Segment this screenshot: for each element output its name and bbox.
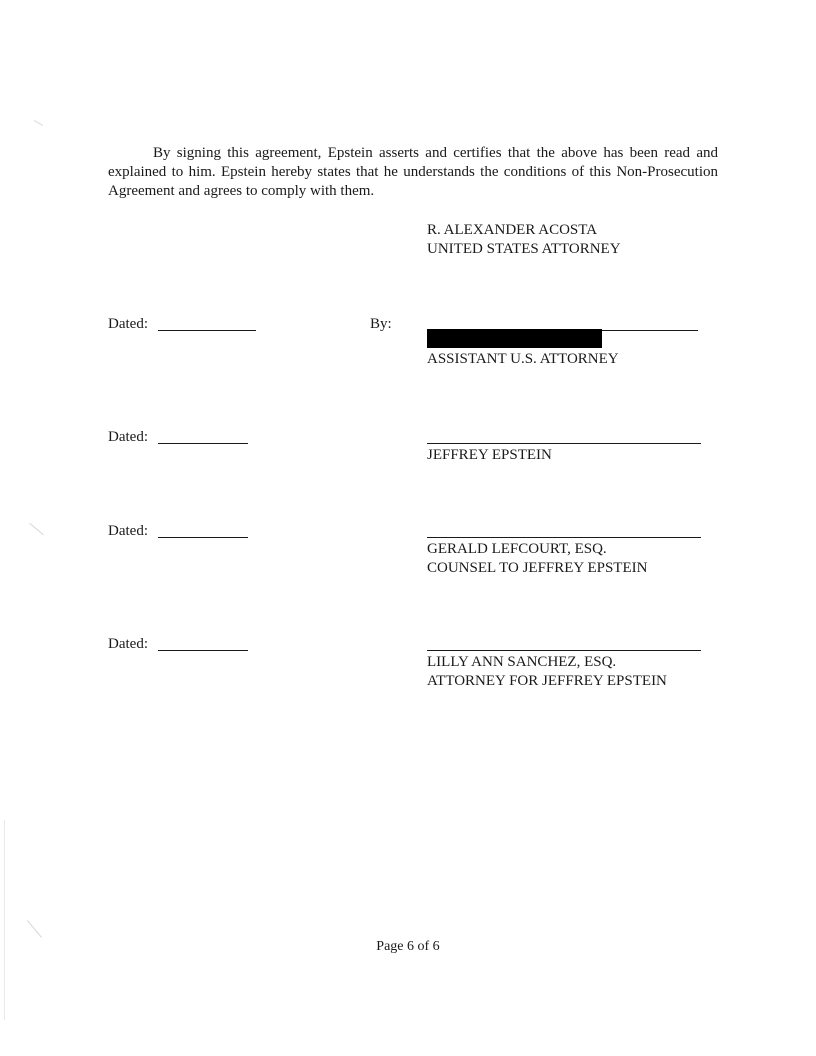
dated-label: Dated:: [108, 523, 148, 539]
us-attorney-name: R. ALEXANDER ACOSTA: [427, 222, 598, 238]
signatory-name: LILLY ANN SANCHEZ, ESQ.: [427, 654, 617, 670]
signature-line: [427, 537, 701, 538]
us-attorney-title: UNITED STATES ATTORNEY: [427, 241, 621, 257]
scan-mark: [4, 820, 5, 1020]
scan-mark: [34, 120, 43, 126]
date-signature-line: [158, 650, 248, 651]
assistant-attorney-title: ASSISTANT U.S. ATTORNEY: [427, 351, 619, 367]
dated-label: Dated:: [108, 429, 148, 445]
signature-line: [427, 650, 701, 651]
scan-mark: [27, 920, 42, 937]
dated-label: Dated:: [108, 316, 148, 332]
by-label: By:: [370, 316, 392, 332]
signatory-name: GERALD LEFCOURT, ESQ.: [427, 541, 607, 557]
signature-line: [427, 443, 701, 444]
date-signature-line: [158, 537, 248, 538]
signatory-role: COUNSEL TO JEFFREY EPSTEIN: [427, 560, 648, 576]
signatory-role: ATTORNEY FOR JEFFREY EPSTEIN: [427, 673, 667, 689]
redaction-bar: [427, 329, 602, 348]
dated-label: Dated:: [108, 636, 148, 652]
signatory-name: JEFFREY EPSTEIN: [427, 447, 552, 463]
page-number: Page 6 of 6: [376, 939, 440, 954]
date-signature-line: [158, 330, 256, 331]
agreement-paragraph: By signing this agreement, Epstein asserts and certifies that the above has been read and explained to him. Epstein hereby states that he understands the conditions of this Non-Prosecution Agreement and agrees to comply with them.: [108, 145, 718, 200]
date-signature-line: [158, 443, 248, 444]
scan-mark: [29, 523, 43, 535]
